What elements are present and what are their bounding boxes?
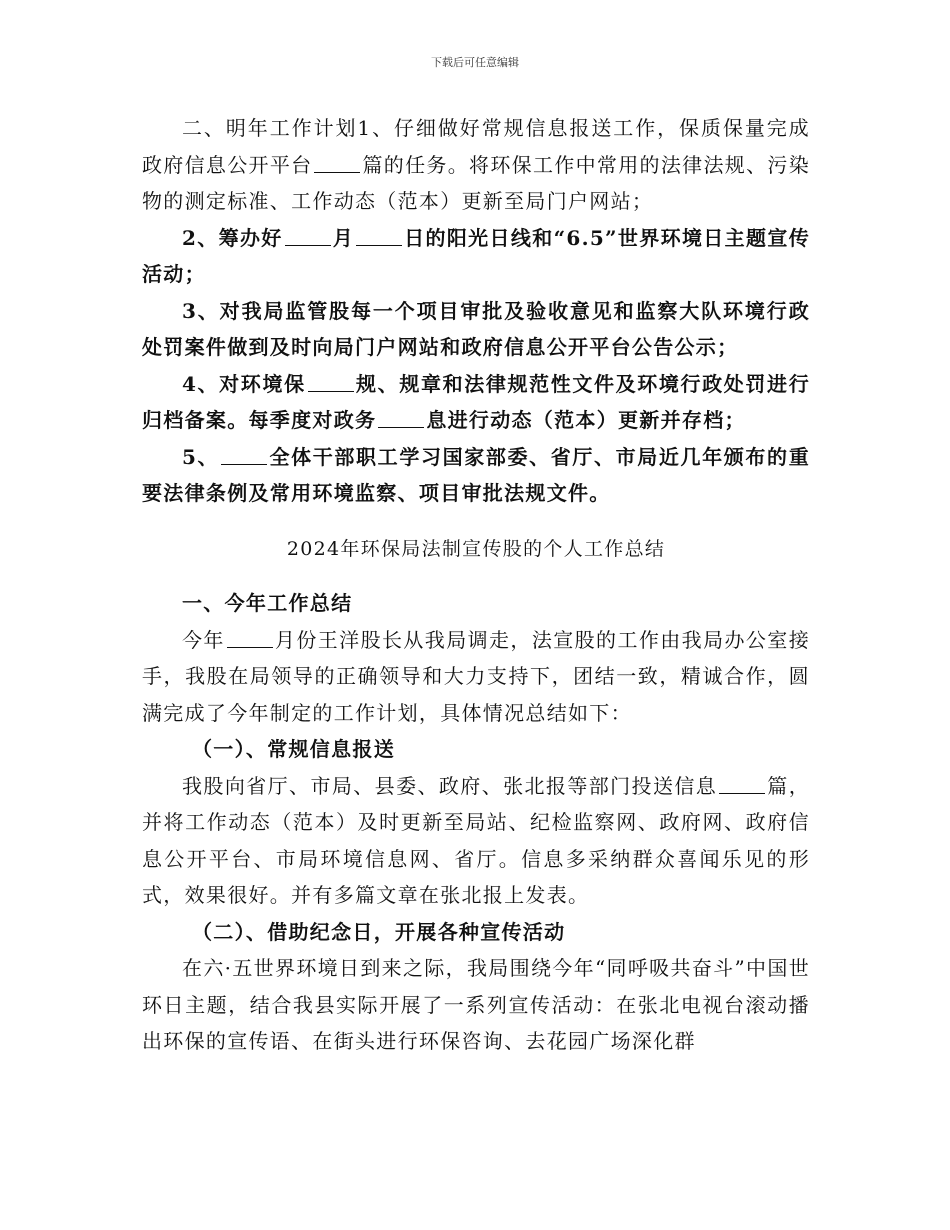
subsection-2-text: 在六·五世界环境日到来之际，我局围绕今年“同呼吸共奋斗”中国世环日主题，结合我县实际开展了一系列宣传活动：在张北电视台滚动播出环保的宣传语、在街头进行环保咨询、去花园广场深化群 xyxy=(142,956,810,1053)
plan-2-text-a: 2、筹办好 xyxy=(182,225,283,250)
subsection-heading-1: （一）、常规信息报送 xyxy=(192,737,395,761)
plan-4-text-a: 4、对环境保 xyxy=(182,371,306,396)
intro-text-a: 今年 xyxy=(182,627,225,652)
intro-text-b: 月份王洋股长从我局调走，法宣股的工作由我局办公室接手，我股在局领导的正确领导和大力支持下，团结一致，精诚合作，圆满完成了今年制定的工作计划，具体情况总结如下： xyxy=(142,627,811,725)
plan-paragraph-5 xyxy=(142,439,810,512)
plan-1-text-a: 二、明年工作计划1、仔细做好常规信息报送工作，保质保量完成政府信息公开平台 xyxy=(142,116,810,177)
plan-paragraph-2 xyxy=(142,220,810,293)
plan-2-text-c: 日的阳光日线和“6.5”世界环境日主题宣传活动； xyxy=(142,225,810,286)
page-header: 下载后可任意编辑 xyxy=(431,56,519,69)
document-body xyxy=(142,110,810,1060)
blank-underline xyxy=(221,446,267,465)
blank-underline xyxy=(308,373,354,392)
sub1-text-a: 我股向省厅、市局、县委、政府、张北报等部门投送信息 xyxy=(182,773,718,798)
sub1-text-b: 篇，并将工作动态（范本）及时更新至局站、纪检监察网、政府网、政府信息公开平台、市局环境信息网、省厅。信息多采纳群众喜闻乐见的形式，效果很好。并有多篇文章在张北报上发表。 xyxy=(142,773,811,907)
plan-2-text-b: 月 xyxy=(332,225,355,250)
blank-underline xyxy=(356,227,402,246)
blank-underline xyxy=(227,629,273,648)
blank-underline xyxy=(285,227,331,246)
plan-4-text-c: 息进行动态（范本）更新并存档； xyxy=(426,408,746,432)
plan-1-text-b: 篇的任务。将环保工作中常用的法律法规、污染物的测定标准、工作动态（范本）更新至局门户网站； xyxy=(142,152,810,213)
plan-paragraph-4 xyxy=(142,366,810,439)
plan-paragraph-3: 3、对我局监管股每一个项目审批及验收意见和监察大队环境行政处罚案件做到及时向局门户网站和政府信息公开平台公告公示； xyxy=(142,298,810,359)
blank-underline xyxy=(378,409,424,428)
blank-underline xyxy=(719,775,765,794)
plan-paragraph-1 xyxy=(142,110,810,220)
plan-4-text-b: 规、规章和法律规范性文件及环境行政处罚进行归档备案。每季度对政务 xyxy=(142,371,810,432)
subsection-1-text xyxy=(142,768,810,914)
plan-5-text-a: 5、 xyxy=(182,444,220,469)
blank-underline xyxy=(314,154,360,173)
summary-title: 2024年环保局法制宣传股的个人工作总结 xyxy=(286,537,666,560)
section-heading-1: 一、今年工作总结 xyxy=(182,591,353,615)
summary-intro xyxy=(142,622,810,732)
subsection-heading-2: （二）、借助纪念日，开展各种宣传活动 xyxy=(192,919,566,944)
plan-5-text-b: 全体干部职工学习国家部委、省厅、市局近几年颁布的重要法律条例及常用环境监察、项目审批法规文件。 xyxy=(142,444,810,505)
